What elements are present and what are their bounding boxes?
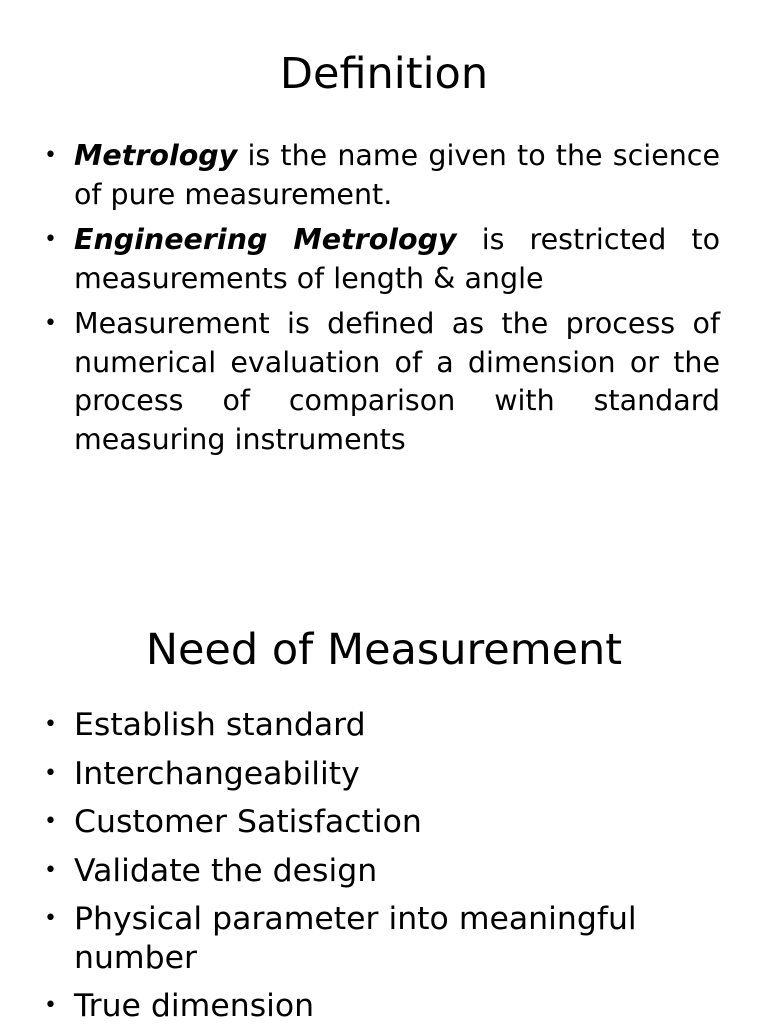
bullet-icon: • <box>44 857 57 883</box>
list-item <box>0 755 768 794</box>
bullet-icon: • <box>44 906 57 931</box>
list-item <box>0 803 768 842</box>
bullet-term: Metrology <box>74 139 238 172</box>
slide-definition <box>0 0 768 512</box>
bullet-text: Establish standard <box>74 707 366 743</box>
bullet-item-engineering-metrology <box>0 221 768 298</box>
list-item <box>0 706 768 745</box>
bullet-text: is the name given to the science of pure measurement. <box>74 139 720 211</box>
bullet-item-measurement <box>0 305 768 459</box>
list-item <box>0 987 768 1026</box>
bullet-item-metrology <box>0 137 768 214</box>
slide-need-of-measurement <box>0 576 768 1024</box>
bullet-icon: • <box>44 227 57 252</box>
bullet-icon: • <box>44 809 57 834</box>
list-item <box>0 852 768 891</box>
bullet-text: Physical parameter into meaningful number <box>74 901 637 976</box>
slide-title: Definition <box>279 49 489 99</box>
need-bullet-list <box>0 706 768 1026</box>
bullet-term: Engineering Metrology <box>74 223 457 256</box>
bullet-icon: • <box>44 143 57 168</box>
list-item <box>0 900 768 977</box>
bullet-text: is restricted to measurements of length & angle <box>74 223 721 295</box>
bullet-text: Interchangeability <box>74 755 360 792</box>
bullet-icon: • <box>44 311 57 336</box>
bullet-text: Measurement is defined as the process of numerical evaluation of a dimension or the process of comparison with standard measuring instruments <box>74 307 720 456</box>
slide-title: Need of Measurement <box>145 625 623 675</box>
definition-bullet-list <box>0 137 768 459</box>
bullet-text: Customer Satisfaction <box>74 804 422 840</box>
bullet-icon: • <box>44 712 57 737</box>
bullet-icon: • <box>44 760 57 786</box>
bullet-text: Validate the design <box>74 852 378 889</box>
bullet-icon: • <box>44 993 57 1018</box>
bullet-text: True dimension <box>74 988 315 1024</box>
